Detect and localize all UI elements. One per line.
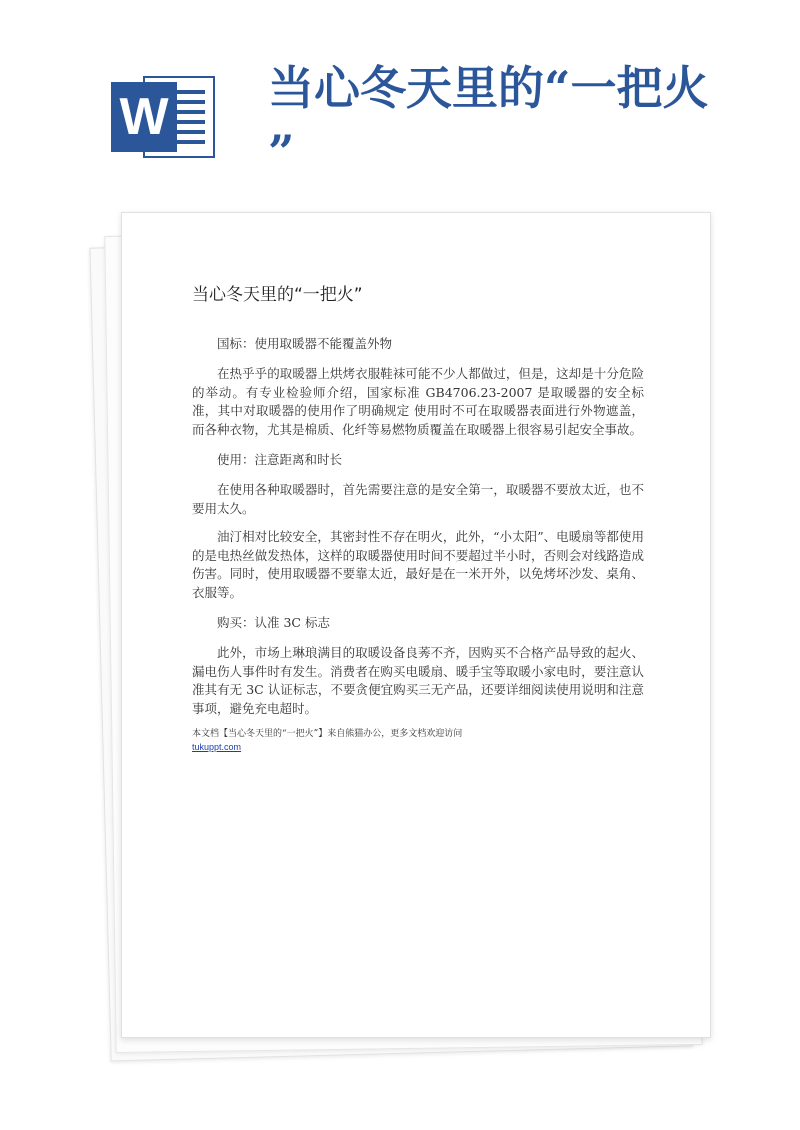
paragraph: 在使用各种取暖器时，首先需要注意的是安全第一，取暖器不要放太近，也不要用太久。 xyxy=(192,482,644,516)
paragraph: 油汀相对比较安全，其密封性不存在明火，此外，“小太阳”、电暖扇等都使用的是电热丝做发热体，这样的取暖器使用时间不要超过半小时，否则会对线路造成伤害。同时，使用取暖器不要靠太近，最好是在一米开外，以免烤坏沙发、桌角、衣服等。 xyxy=(192,529,644,600)
word-logo-icon xyxy=(111,76,215,158)
word-badge: W xyxy=(111,82,177,152)
banner-title: 当心冬天里的“一把火 ” xyxy=(268,61,709,179)
document-title: 当心冬天里的“一把火” xyxy=(192,285,363,305)
section-heading: 购买：认准 3C 标志 xyxy=(217,615,330,630)
footer-text: 本文档【当心冬天里的“一把火”】来自熊猫办公，更多文档欢迎访问 xyxy=(192,729,463,739)
footer-link[interactable]: tukuppt.com xyxy=(192,742,242,752)
paragraph: 在热乎乎的取暖器上烘烤衣服鞋袜可能不少人都做过，但是，这却是十分危险的举动。有专业检验师介绍，国家标准 GB4706.23-2007 是取暖器的安全标准，其中对取暖器的使用作了明确规定 使用时不可在取暖器表面进行外物遮盖，而各种衣物，尤其是棉质、化纤等易燃物质覆盖在取暖器上很容易引起安全事故。 xyxy=(192,366,644,437)
section-heading: 国标：使用取暖器不能覆盖外物 xyxy=(217,336,393,351)
section-heading: 使用：注意距离和时长 xyxy=(217,452,343,467)
paragraph: 此外，市场上琳琅满目的取暖设备良莠不齐，因购买不合格产品导致的起火、漏电伤人事件时有发生。消费者在购买电暖扇、暖手宝等取暖小家电时，要注意认准其有无 3C 认证标志，不要贪便宜购买三无产品，还要详细阅读使用说明和注意事项，避免充电超时。 xyxy=(192,645,644,716)
document-page xyxy=(121,212,711,1038)
document-content xyxy=(192,283,644,754)
